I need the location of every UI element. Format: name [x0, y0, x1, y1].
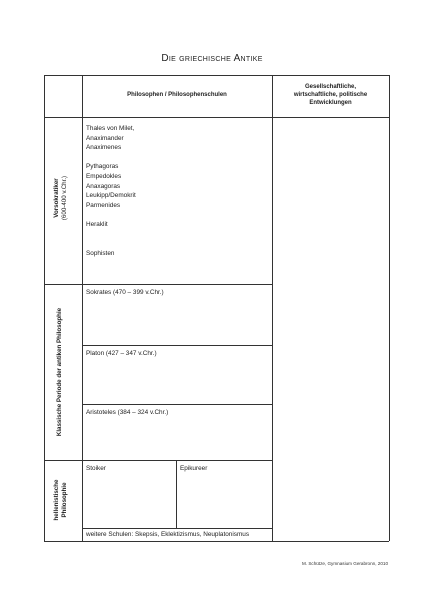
list-item: Anaximenes: [86, 144, 122, 152]
header-separator: [44, 117, 389, 118]
label-column-separator: [82, 75, 83, 541]
table-border-right: [389, 75, 390, 541]
row-separator-sokrates: [82, 345, 272, 346]
list-item: Anaxagoras: [86, 182, 121, 190]
list-item: Thales von Milet,: [86, 125, 135, 132]
list-item: Pythagoras: [86, 163, 119, 171]
header-social-line1: Gesellschaftliche,: [304, 84, 357, 91]
row-separator-platon: [82, 404, 272, 405]
vorsokratiker-label: [53, 114, 73, 282]
hellenistisch-title-2: Philosophie: [61, 482, 69, 518]
list-item: Heraklit: [86, 220, 108, 228]
weitere-schulen-entry: weitere Schulen: Skepsis, Eklektizismus, Neuplatonismus: [86, 531, 250, 538]
vorsokratiker-list: [86, 124, 136, 258]
header-social-line2: wirtschaftliche, politische: [293, 92, 368, 99]
hellenistisch-label: [53, 460, 73, 540]
row-separator-hellenistisch: [82, 528, 272, 529]
footer-credit: M. Schütze, Gymnasium Gerabronn, 2010: [301, 561, 388, 566]
epikureer-entry: Epikureer: [180, 465, 208, 472]
table-border-left: [44, 75, 45, 541]
klassisch-title: Klassische Periode der antiken Philosophie: [56, 307, 63, 437]
list-item: Anaximander: [86, 134, 124, 142]
header-social-line3: Entwicklungen: [309, 99, 352, 106]
platon-entry: Platon (427 – 347 v.Chr.): [86, 350, 157, 357]
aristoteles-entry: Aristoteles (384 – 324 v.Chr.): [86, 409, 169, 416]
table-border-bottom: [44, 541, 389, 542]
vorsokratiker-title: Vorsokratiker: [53, 178, 60, 218]
social-column-separator: [272, 75, 273, 541]
page-title: Die griechische Antike: [161, 53, 263, 64]
hellenistisch-title: hellenistische: [53, 479, 60, 521]
stoiker-epikureer-separator: [176, 460, 177, 528]
header-philosophers: Philosophen / Philosophenschulen: [127, 92, 227, 99]
row-separator-vorsokratiker: [44, 284, 272, 285]
stoiker-entry: Stoiker: [86, 465, 106, 472]
klassisch-label: [56, 284, 70, 460]
header-social: [272, 75, 389, 117]
list-item: Sophisten: [86, 249, 115, 257]
vorsokratiker-dates: (600-400 v.Chr.): [61, 175, 69, 221]
row-separator-klassisch: [44, 460, 272, 461]
list-item: Empedokles: [86, 172, 122, 180]
list-item: Parmenides: [86, 201, 121, 209]
sokrates-entry: Sokrates (470 – 399 v.Chr.): [86, 289, 164, 296]
philosophy-table: [44, 75, 389, 541]
list-item: Leukipp/Demokrit: [86, 192, 136, 200]
